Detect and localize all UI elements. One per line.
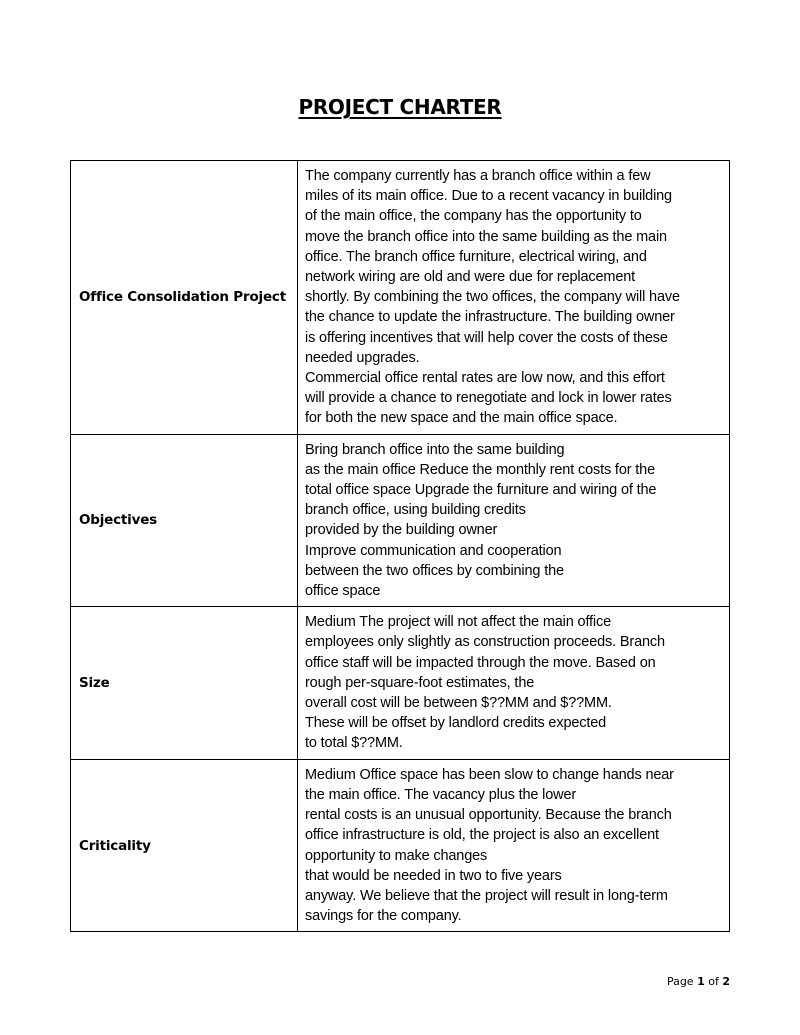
description-line: that would be needed in two to five years <box>305 867 562 884</box>
description-line: Medium Office space has been slow to change hands near <box>305 766 674 783</box>
page-word: Page <box>666 975 694 988</box>
description-line: needed upgrades. <box>305 349 420 366</box>
description-line: shortly. By combining the two offices, the company will have <box>305 289 680 306</box>
description-line: anyway. We believe that the project will result in long-term <box>305 887 668 904</box>
table-row <box>71 161 730 435</box>
description-line: the chance to update the infrastructure. The building owner <box>305 309 675 326</box>
description-line: total office space Upgrade the furniture and wiring of the <box>305 482 657 499</box>
description-line: Medium The project will not affect the main office <box>305 614 612 631</box>
table-row <box>71 607 730 759</box>
description-line: opportunity to make changes <box>305 847 488 864</box>
row-description-objectives <box>298 434 730 607</box>
description-line: savings for the company. <box>305 908 462 925</box>
description-line: overall cost will be between $??MM and $??MM. <box>305 695 612 712</box>
description-line: to total $??MM. <box>305 735 403 752</box>
description-line: network wiring are old and were due for replacement <box>305 269 636 286</box>
row-description-size <box>298 607 730 759</box>
description-line: office staff will be impacted through the move. Based on <box>305 654 656 671</box>
table-row <box>71 434 730 607</box>
document-title: PROJECT CHARTER <box>298 95 502 119</box>
row-label-criticality: Criticality <box>71 759 298 932</box>
description-line: office. The branch office furniture, electrical wiring, and <box>305 248 647 265</box>
total-pages-number: 2 <box>722 975 730 988</box>
description-line: employees only slightly as construction proceeds. Branch <box>305 634 665 651</box>
of-word: of <box>708 975 719 988</box>
description-line: Commercial office rental rates are low now, and this effort <box>305 370 665 387</box>
description-line: office space <box>305 583 381 600</box>
row-label-project: Office Consolidation Project <box>71 161 298 435</box>
description-line: between the two offices by combining the <box>305 562 564 579</box>
description-line: miles of its main office. Due to a recent vacancy in building <box>305 188 672 205</box>
description-line: Improve communication and cooperation <box>305 542 562 559</box>
description-line: as the main office Reduce the monthly rent costs for the <box>305 461 655 478</box>
description-line: for both the new space and the main office space. <box>305 410 618 427</box>
table-row <box>71 759 730 932</box>
page-footer <box>667 975 730 988</box>
description-line: of the main office, the company has the opportunity to <box>305 208 642 225</box>
description-line: will provide a chance to renegotiate and lock in lower rates <box>305 390 672 407</box>
row-description-project <box>298 161 730 435</box>
description-line: Bring branch office into the same building <box>305 441 565 458</box>
description-line: These will be offset by landlord credits expected <box>305 715 607 732</box>
current-page-number: 1 <box>697 975 705 988</box>
description-line: the main office. The vacancy plus the lower <box>305 786 577 803</box>
description-line: The company currently has a branch office within a few <box>305 168 651 184</box>
description-line: provided by the building owner <box>305 522 498 539</box>
row-label-size: Size <box>71 607 298 759</box>
description-line: move the branch office into the same building as the main <box>305 228 667 245</box>
row-label-objectives: Objectives <box>71 434 298 607</box>
description-line: rough per-square-foot estimates, the <box>305 674 535 691</box>
description-line: office infrastructure is old, the project is also an excellent <box>305 827 659 844</box>
row-description-criticality <box>298 759 730 932</box>
description-line: branch office, using building credits <box>305 502 526 519</box>
description-line: is offering incentives that will help cover the costs of these <box>305 329 668 346</box>
charter-table <box>70 160 730 932</box>
description-line: rental costs is an unusual opportunity. Because the branch <box>305 807 672 824</box>
